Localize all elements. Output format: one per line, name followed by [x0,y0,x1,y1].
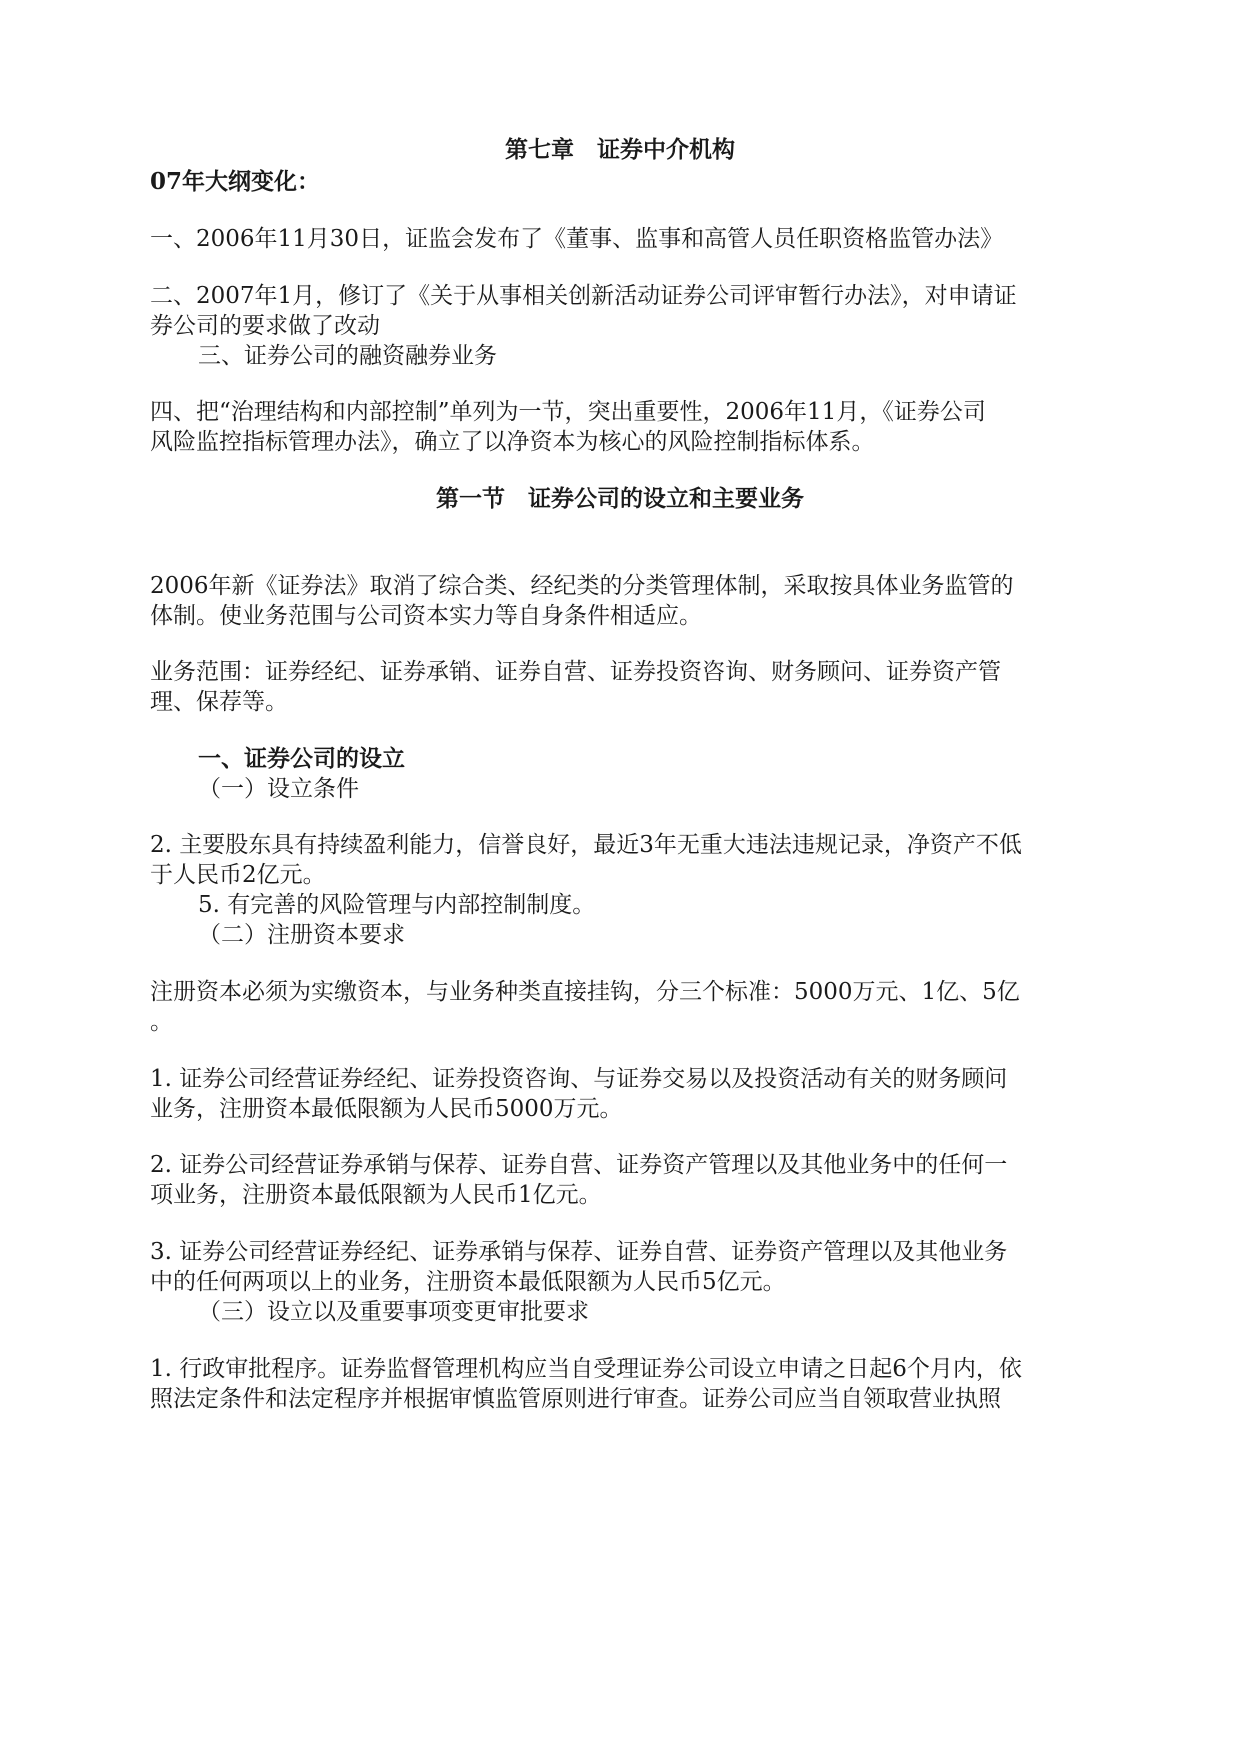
intro-line-4: 理、保荐等。 [150,689,288,715]
capital-line-2: 。 [150,1009,173,1035]
change-line-2: 二、2007年1月，修订了《关于从事相关创新活动证券公司评审暂行办法》，对申请证 [150,283,1017,309]
capital-line-4: 业务，注册资本最低限额为人民币5000万元。 [150,1096,623,1122]
approval-line-1: 1. 行政审批程序。证券监督管理机构应当自受理证券公司设立申请之日起6个月内，依 [150,1356,1022,1382]
chapter-title: 第七章 证券中介机构 [505,136,735,163]
intro-line-3: 业务范围：证券经纪、证券承销、证券自营、证券投资咨询、财务顾问、证券资产管 [150,659,1001,685]
change-line-5: 四、把“治理结构和内部控制”单列为一节，突出重要性，2006年11月，《证券公司 [150,399,986,425]
capital-line-1: 注册资本必须为实缴资本，与业务种类直接挂钩，分三个标准：5000万元、1亿、5亿 [150,979,1020,1005]
capital-line-5: 2. 证券公司经营证券承销与保荐、证券自营、证券资产管理以及其他业务中的任何一 [150,1152,1008,1178]
intro-line-1: 2006年新《证券法》取消了综合类、经纪类的分类管理体制，采取按具体业务监管的 [150,573,1014,599]
capital-line-3: 1. 证券公司经营证券经纪、证券投资咨询、与证券交易以及投资活动有关的财务顾问 [150,1066,1008,1092]
capital-line-7: 3. 证券公司经营证券经纪、证券承销与保荐、证券自营、证券资产管理以及其他业务 [150,1239,1008,1265]
condition-line-1: 2. 主要股东具有持续盈利能力，信誉良好，最近3年无重大违法违规记录，净资产不低 [150,832,1022,858]
capital-heading: （二）注册资本要求 [198,922,405,948]
change-line-6: 风险监控指标管理办法》，确立了以净资本为核心的风险控制指标体系。 [150,429,875,455]
change-line-3: 券公司的要求做了改动 [150,313,380,339]
capital-line-6: 项业务，注册资本最低限额为人民币1亿元。 [150,1182,602,1208]
intro-line-2: 体制。使业务范围与公司资本实力等自身条件相适应。 [150,603,702,629]
conditions-heading: （一）设立条件 [198,776,359,802]
condition-line-2: 于人民币2亿元。 [150,862,326,888]
condition-line-3: 5. 有完善的风险管理与内部控制制度。 [198,892,596,918]
change-line-4: 三、证券公司的融资融券业务 [198,343,497,369]
outline-heading: 07年大纲变化： [150,168,321,195]
section-title: 第一节 证券公司的设立和主要业务 [436,485,804,512]
capital-line-8: 中的任何两项以上的业务，注册资本最低限额为人民币5亿元。 [150,1269,786,1295]
approval-heading: （三）设立以及重要事项变更审批要求 [198,1299,589,1325]
change-line-1: 一、2006年11月30日，证监会发布了《董事、监事和高管人员任职资格监管办法》 [150,226,1004,252]
approval-line-2: 照法定条件和法定程序并根据审慎监管原则进行审查。证券公司应当自领取营业执照 [150,1386,1001,1412]
subsection-title: 一、证券公司的设立 [198,745,405,772]
